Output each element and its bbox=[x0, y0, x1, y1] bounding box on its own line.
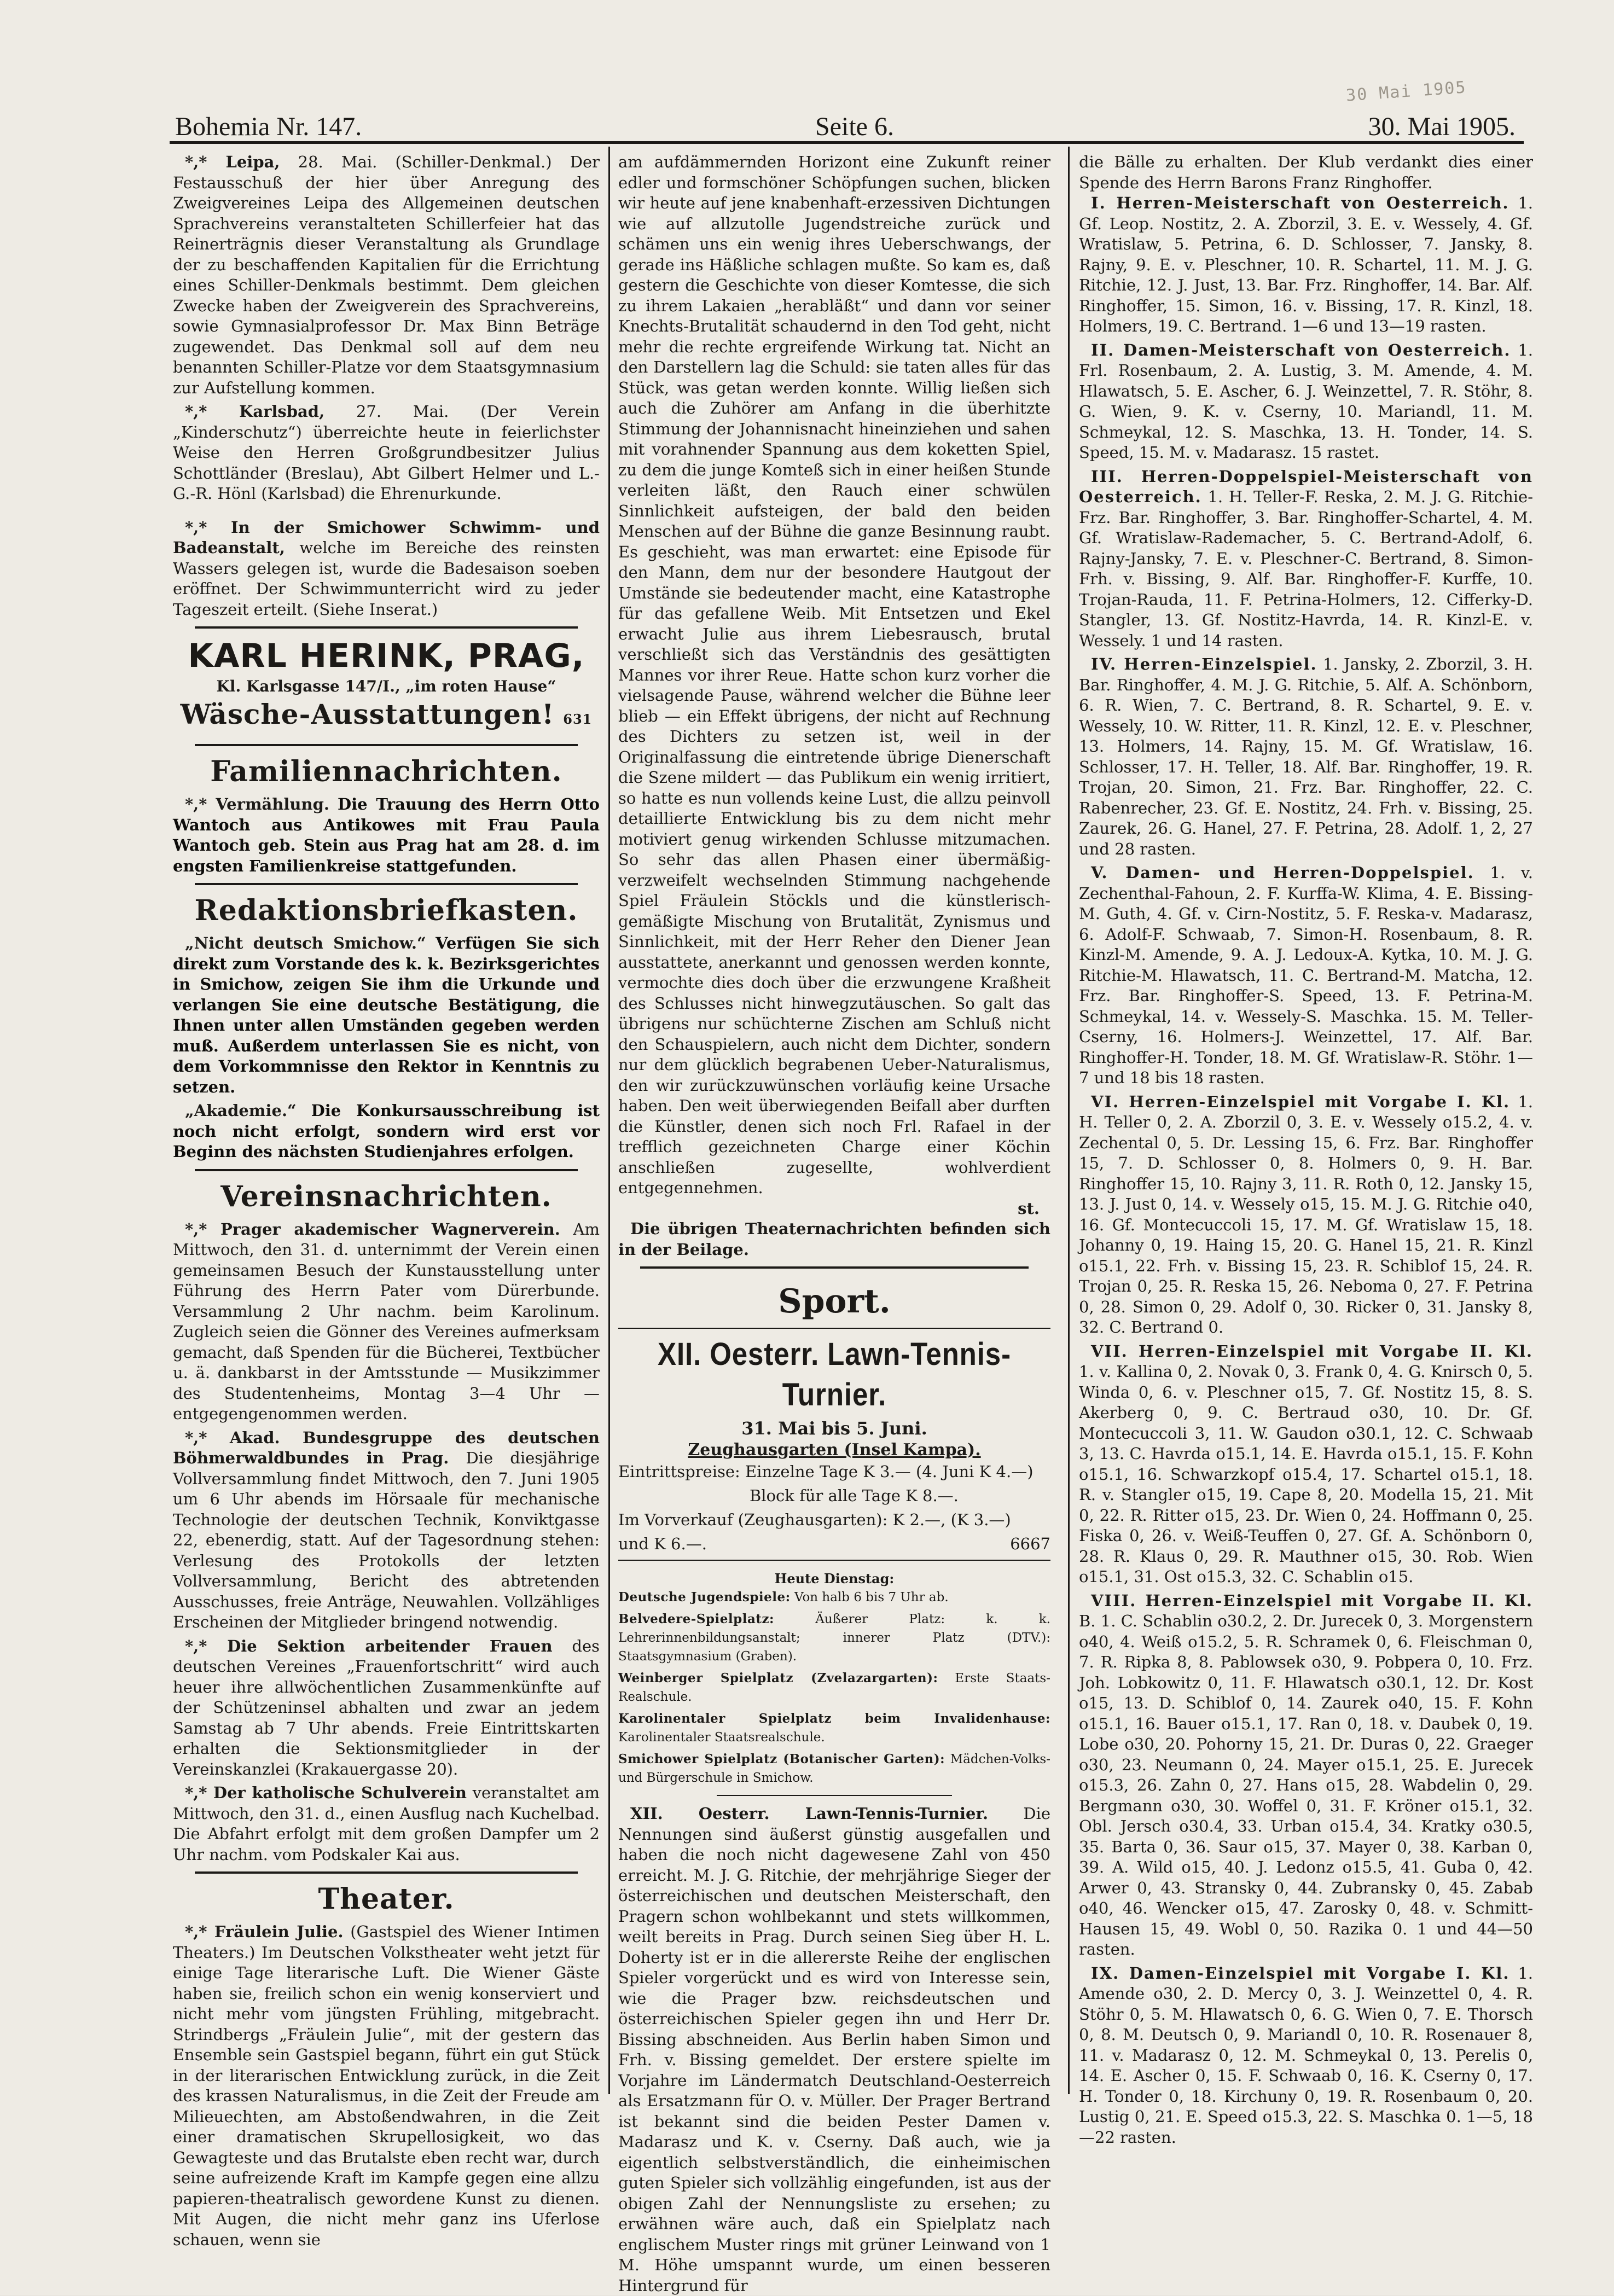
tennis-intro: die Bälle zu erhalten. Der Klub verdankt dies einer Spende des Herrn Barons Franz Ringhoffer. bbox=[1079, 153, 1533, 192]
section-heading-familie: Familiennachrichten. bbox=[210, 755, 562, 788]
divider bbox=[195, 744, 578, 746]
event-draw: 1. Amende o30, 2. D. Mercy 0, 3. J. Weinzettel 0, 4. R. Stöhr 0, 5. M. Hlawatsch 0, 6. G. Wien 0, 7. E. Thorsch 0, 8. M. Deutsch 0, 9. Mariandl 0, 10. R. Rosenauer 8, 11. v. Madarasz 0, 12. M. Schmeykal 0, 13. Perelis 0, 14. E. Ascher 0, 15. F. Schwaab 0, 16. K. Cserny 0, 17. H. Tonder 0, 18. Kirchuny 0, 19. R. Rosenbaum 0, 20. Lustig 0, 21. E. Speed o15.3, 22. S. Maschka 0. 1—5, 18—22 rasten. bbox=[1079, 1963, 1534, 2147]
article-body: 28. Mai. (Schiller-Denkmal.) Der Festausschuß der hier über Anregung des Zweigvereines Leipa des Allgemeinen deutschen Sprachvereins veranstalteten Schillerfeier hat das Reinerträgnis dieser Veranstaltung als Grundlage der zu beschaffenden Kapitalien für die Errichtung eines Schiller-Denkmals bestimmt. Dem gleichen Zwecke haben der Zweigverein des Sprachvereins, sowie Gymnasialprofessor Dr. Max Binn Beträge zugewendet. Das Denkmal soll auf dem neu benannten Schiller-Platze vor dem Staatsgymnasium zur Aufstellung kommen. bbox=[173, 153, 600, 397]
article-karlsbad bbox=[173, 402, 600, 504]
column-1 bbox=[173, 152, 600, 2249]
letter-nicht-deutsch bbox=[173, 933, 600, 1097]
event-entry bbox=[1079, 1591, 1533, 1960]
schedule-item bbox=[618, 1610, 1050, 1666]
article-signature: st. bbox=[1018, 1199, 1040, 1218]
article-body: (Gastspiel des Wiener Intimen Theaters.) Im Deutschen Volkstheater weht jetzt für einige Tage literarische Luft. Die Wiener Gäste haben sie, freilich schon ein wenig konserviert und nicht mehr vom jüngsten Frühling, mitgebracht. Strindbergs „Fräulein Julie“, mit der gestern das Ensemble sein Gastspiel begann, führt ein gut Stück in der literarischen Entwicklung zurück, in die Zeit des krassen Naturalismus, in die Zeit der Freude am Milieuechten, am Abstoßendwahren, in die Zeit einer dramatischen Skrupellosigkeit, wo das Gewagteste und das Brutalste eben recht war, durch seine aufreizende Kraft im Kampfe gegen eine allzu papieren-theatralisch gewordene Kunst zu dienen. Mit Augen, die nicht mehr ganz ins Uferlose schauen, wenn sie bbox=[173, 1922, 600, 2249]
divider bbox=[195, 883, 578, 885]
article-schulverein bbox=[173, 1783, 600, 1865]
ad-line-last bbox=[618, 1533, 1050, 1554]
article-body: Die Konkursausschreibung ist noch nicht erfolgt, sondern wird erst vor Beginn des nächsten Studienjahres erfolgen. bbox=[173, 1101, 600, 1161]
event-heading: V. Damen- und Herren-Doppelspiel. bbox=[1091, 863, 1474, 882]
notice-beilage: Die übrigen Theaternachrichten befinden sich in der Beilage. bbox=[618, 1219, 1050, 1259]
column-rule-1 bbox=[608, 147, 610, 2094]
ad-lawn-tennis bbox=[618, 1334, 1050, 1554]
event-draw: 1. H. Teller-F. Reska, 2. M. J. G. Ritchie-Frz. Bar. Ringhoffer, 3. Bar. Ringhoffer-Schartel, 4. M. Gf. Wratislaw-Rademacher, 5. C. Bertrand-Adolf, 6. Rajny-Jansky, 7. E. v. Pleschner-C. Bertrand, 8. Simon-Frh. v. Bissing, 9. Alf. Bar. Ringhoffer-F. Kurffe, 10. Trojan-Rauda, 11. F. Petrina-Holmers, 12. Cifferky-D. Stangler, 13. Gf. Nostitz-Havrda, 14. R. Kinzl-E. v. Wessely. 1 und 14 rasten. bbox=[1079, 487, 1534, 650]
divider bbox=[618, 1560, 1050, 1561]
column-rule-2 bbox=[1068, 147, 1070, 2094]
article-lead: „Akademie.“ bbox=[185, 1101, 297, 1120]
article-lead: *,* Der katholische Schulverein bbox=[185, 1783, 467, 1802]
event-heading: VIII. Herren-Einzelspiel mit Vorgabe II. Kl. bbox=[1091, 1591, 1533, 1610]
issue-date: 30. Mai 1905. bbox=[1368, 112, 1516, 141]
article-tennis bbox=[618, 1804, 1050, 2296]
schedule-venue: Smichower Spielplatz (Botanischer Garten): bbox=[618, 1752, 945, 1766]
event-heading: IX. Damen-Einzelspiel mit Vorgabe I. Kl. bbox=[1091, 1963, 1510, 1983]
schedule-detail: Karolinentaler Staatsrealschule. bbox=[618, 1730, 825, 1745]
article-vermaehlung bbox=[173, 794, 600, 876]
event-heading: I. Herren-Meisterschaft von Oesterreich. bbox=[1091, 194, 1510, 212]
divider bbox=[195, 626, 578, 629]
article-body: des deutschen Vereines „Frauenfortschritt“ wird auch heuer ihre allwöchentlichen Zusammenkünfte auf der Schützeninsel abhalten und zwar an jedem Samstag ab 7 Uhr abends. Freie Eintrittskarten erhalten die Sektionsmitglieder in der Vereinskanzlei (Krakauergasse 20). bbox=[173, 1636, 600, 1778]
divider bbox=[717, 1795, 952, 1796]
schedule-venue: Deutsche Jugendspiele: bbox=[618, 1590, 791, 1605]
header-rule bbox=[170, 141, 1524, 144]
article-wagnerverein bbox=[173, 1219, 600, 1425]
ad-slogan: Wäsche-Ausstattungen! bbox=[180, 698, 555, 730]
article-lead: *,* Leipa, bbox=[185, 153, 280, 171]
schedule-detail: Von halb 6 bis 7 Uhr ab. bbox=[794, 1590, 949, 1605]
ad-line: Im Vorverkauf (Zeughausgarten): K 2.—, (K 3.—) bbox=[618, 1510, 1011, 1529]
section-heading-verein: Vereinsnachrichten. bbox=[220, 1179, 552, 1213]
schedule-heading: Heute Dienstag: bbox=[774, 1571, 895, 1586]
article-lead: *,* Fräulein Julie. bbox=[185, 1922, 344, 1941]
ad-title: XII. Oesterr. Lawn-Tennis-Turnier. bbox=[658, 1336, 1011, 1413]
event-draw: 1. Frl. Rosenbaum, 2. A. Lustig, 3. M. Amende, 4. M. Hlawatsch, 5. E. Ascher, 6. J. Weinzettel, 7. R. Stöhr, 8. G. Wien, 9. K. v. Cserny, 10. Mariandl, 11. M. Schmeykal, 12. S. Maschka, 13. H. Tonder, 14. S. Speed, 15. M. v. Madarasz. 15 rastet. bbox=[1079, 340, 1533, 462]
page-number: Seite 6. bbox=[815, 112, 894, 141]
event-draw: 1. v. Zechenthal-Fahoun, 2. F. Kurffa-W. Klima, 4. E. Bissing-M. Guth, 4. Gf. v. Cirn-Nostitz, 5. F. Reska-v. Madarasz, 6. Adolf-F. Schwaab, 7. Simon-H. Rosenbaum, 8. R. Kinzl-M. Amende, 9. A. J. Ledoux-A. Kytka, 10. M. J. G. Ritchie-M. Hlawatsch, 11. C. Bertrand-M. Matcha, 12. Frz. Bar. Ringhoffer-S. Speed, 13. F. Petrina-M. Schmeykal, 14. v. Wessely-S. Maschka. 15. M. Teller-Cserny, 16. Holmers-J. Weinzettel, 17. Alf. Bar. Ringhoffer-H. Tonder, 18. M. Gf. Wratislaw-R. Stöhr. 1—7 und 18 bis 18 rasten. bbox=[1079, 863, 1533, 1087]
event-entry bbox=[1079, 1963, 1533, 2148]
article-leipa bbox=[173, 152, 600, 398]
event-draw: 1. v. Kallina 0, 2. Novak 0, 3. Frank 0, 4. G. Knirsch 0, 5. Winda 0, 6. v. Pleschner o15, 7. Gf. Nostitz 15, 8. S. Akerberg 0, 9. C. Bertraud o30, 10. Dr. Gf. Montecuccoli 3, 11. W. Gaudon o30.1, 12. C. Schwaab 3, 13. C. Havrda o15.1, 14. E. Havrda o15.1, 15. F. Kohn o15.1, 16. Schwarzkopf o15.4, 17. Schartel o15.1, 18. R. v. Stangler o15, 19. Cape 8, 20. Modella 15, 21. Mit 0, 22. R. Ritter o15, 23. Dr. Wien 0, 24. Hoffmann 0, 25. Fiska 0, 26. v. Weiß-Teuffen 0, 27. Gf. A. Schönborn 0, 28. R. Klaus 0, 29. R. Mauthner o15, 30. Rob. Wien o15.1, 31. Ost o15.3, 32. C. Schablin o15. bbox=[1079, 1362, 1533, 1586]
column-2 bbox=[618, 152, 1051, 2295]
section-heading-redaktion: Redaktionsbriefkasten. bbox=[194, 894, 578, 927]
article-body: Verfügen Sie sich direkt zum Vorstande des k. k. Bezirksgerichtes in Smichow, zeigen Sie ihm die Urkunde und verlangen Sie eine deutsche Bestätigung, die Ihnen unter allen Umständen gegeben werden muß. Außerdem unterlassen Sie es nicht, von dem Vorkommnisse den Rektor in Kenntnis zu setzen. bbox=[173, 934, 600, 1096]
schedule-item bbox=[618, 1710, 1050, 1747]
ad-line: Block für alle Tage K 8.—. bbox=[750, 1486, 959, 1505]
event-entry bbox=[1079, 1341, 1533, 1588]
letter-akademie bbox=[173, 1101, 600, 1162]
article-body: Die Trauung des Herrn Otto Wantoch aus Antikowes mit Frau Paula Wantoch geb. Stein aus Prag hat am 28. d. im engsten Familienkreise stattgefunden. bbox=[173, 795, 600, 875]
event-entry bbox=[1079, 863, 1533, 1089]
divider bbox=[195, 1871, 578, 1874]
ad-dates: 31. Mai bis 5. Juni. bbox=[741, 1418, 927, 1439]
event-entry bbox=[1079, 467, 1533, 652]
event-entry bbox=[1079, 1092, 1533, 1338]
article-boehmerwald bbox=[173, 1428, 600, 1633]
event-heading: IV. Herren-Einzelspiel. bbox=[1091, 655, 1317, 673]
article-lead: *,* In der Smichower Schwimm- und Badeanstalt, bbox=[173, 518, 600, 557]
article-body: Die Nennungen sind äußerst günstig ausgefallen und haben die noch nicht dagewesene Zahl von 450 erreicht. M. J. G. Ritchie, der mehrjährige Sieger der österreichischen und deutschen Meisterschaft, den Pragern schon wohlbekannt und stets willkommen, weilt bereits in Prag. Durch seinen Sieg über H. L. Doherty ist er in die allererste Reihe der englischen Spieler vorgerückt und es wird von Interesse sein, wie die Prager bzw. reichsdeutschen und österreichischen Spieler gegen ihn und Herr Dr. Bissing abschneiden. Aus Berlin haben Simon und Frh. v. Bissing gemeldet. Der erstere spielte im Vorjahre im Ländermatch Deutschland-Oesterreich als Ersatzmann für O. v. Müller. Der Prager Bertrand ist bekannt sind die beiden Pester Damen v. Madarasz und K. v. Cserny. Daß auch, wie ja eigentlich selbstverständlich, die einheimischen guten Spieler sich vollzählig eingefunden, ist aus der obigen Zahl der Nennungsliste zu ersehen; zu erwähnen wäre auch, daß ein Spielplatz nach englischem Muster rings mit grüner Leinwand von 1 M. Höhe umspannt wurde, um einen besseren Hintergrund für bbox=[618, 1804, 1050, 2295]
article-julie-continued: am aufdämmernden Horizont eine Zukunft reiner edler und formschöner Schöpfungen suchen, blicken wir heute auf jene knabenhaft-erzessiven Dichtungen wie auf allzutolle Jugendstreiche zurück und schämen uns ein wenig ihres Ueberschwangs, der gerade ins Häßliche schlagen mußte. So kam es, daß gestern die Geschichte von dieser Komtesse, die sich zu ihrem Lakaien „herabläßt“ und dann vor seiner Knechts-Brutalität schaudernd in den Tod geht, nicht mehr die rechte ergreifende Wirkung tat. Nicht an den Darstellern lag die Schuld: sie taten alles für das Stück, was getan werden konnte. Willig ließen sich auch die Zuhörer am Anfang in die überhitzte Stimmung der Johannisnacht hineinziehen und sahen mit vorahnender Spannung aus dem koketten Spiel, zu dem die junge Komteß sich in einer heißen Stunde verleiten läßt, den Rauch einer schwülen Sinnlichkeit aufsteigen, der bald den beiden Menschen auf der Bühne die ganze Besinnung raubt. Es geschieht, was man erwartet: eine Episode für den Mann, dem nur der besondere Hautgout der Umstände sie bedeutender macht, eine Katastrophe für das gefallene Weib. Mit Entsetzen und Ekel erwacht Julie aus ihrem Liebesrausch, brutal verschließt sich das Verständnis des gesättigten Mannes vor ihrer Reue. Hatte schon kurz vorher die vielsagende Pause, während welcher die Bühne leer blieb — ein Effekt übrigens, der nicht auf Rechnung des Dichters zu setzen ist, weil in der Originalfassung die eintretende übrige Dienerschaft die Szene mildert — das Publikum ein wenig irritiert, so hatte es nun vollends keine Lust, die allzu peinvoll detaillierte Entwicklung bis zu dem nicht mehr motiviert genug wirkenden Schlusse mitzumachen. So sehr das allen Phasen einer übermäßig-verzweifelt wechselnden Stimmung nachgehende Spiel Fräulein Stöckls und die künstlerisch-gemäßigte Mischung von Brutalität, Zynismus und Sinnlichkeit, mit der Herr Reher den Diener Jean ausstattete, anerkannt und genossen werden konnte, vermochte dies doch über die erzwungene Kraßheit des Schlusses nicht hinwegzutäuschen. So galt das übrigens nur schüchterne Zischen am Schluß nicht den Schauspielern, auch nicht dem Dichter, sondern nur dem glücklich begrabenen Ueber-Naturalismus, den wir zurückzuwünschen vorläufig keine Ursache haben. Den weit überwiegenden Beifall aber durften die Künstler, denen sich noch Frl. Rafael in der trefflich gezeichneten Charge einer Köchin anschließen zugesellte, wohlverdient entgegennehmen. bbox=[618, 153, 1050, 1197]
event-draw: 1. H. Teller 0, 2. A. Zborzil 0, 3. E. v. Wessely o15.2, 4. v. Zechental 0, 5. Dr. Lessing 15, 6. Frz. Bar. Ringhoffer 15, 7. D. Schlosser 0, 8. Holmers 0, 9. H. Bar. Ringhoffer 15, 10. Rajny 3, 11. R. Roth 0, 12. Jansky 15, 13. J. Just 0, 14. v. Wessely o15, 15. M. J. G. Ritchie o40, 16. Gf. Montecuccoli 15, 17. M. Gf. Wratislaw 15, 18. Johanny 0, 19. Haing 15, 20. G. Hanel 15, 21. R. Kinzl o15.1, 22. Frh. v. Bissing 15, 23. R. Schiblof 15, 24. R. Trojan 0, 25. R. Reska 15, 26. Neboma 0, 27. F. Petrina 0, 28. Simon 0, 29. Adolf 0, 30. Ricker 0, 31. Jansky 8, 32. C. Bertrand 0. bbox=[1079, 1092, 1534, 1336]
article-lead: *,* Prager akademischer Wagnerverein. bbox=[185, 1219, 560, 1239]
schedule-item bbox=[618, 1750, 1050, 1787]
ad-venue: Zeughausgarten (Insel Kampa). bbox=[688, 1440, 981, 1460]
ad-karl-herink bbox=[173, 635, 600, 737]
event-draw: B. 1. C. Schablin o30.2, 2. Dr. Jurecek 0, 3. Morgenstern o40, 4. Weiß o15.2, 5. R. Schramek 0, 6. Fleischman 0, 7. R. Ripka 8, 8. Pablowsek o30, 9. Pobpera 0, 10. Frz. Joh. Lobkowitz 0, 11. F. Hlawatsch o30.1, 12. Dr. Kost o15, 13. D. Schiblof 0, 14. Zaurek o40, 15. F. Kohn o15.1, 16. Bauer o15.1, 17. Ran 0, 18. v. Daubek 0, 19. Lobe o30, 20. Pohorny 15, 21. Dr. Duras 0, 22. Graeger o30, 23. Neumann 0, 24. Mayer o15.1, 25. E. Jurecek o15.3, 26. Zahn 0, 27. Hans o15, 28. Wabdelin 0, 29. Bergmann o30, 30. Woffel 0, 31. F. Kröner o15.1, 32. Obl. Jersch o30.4, 33. Urban o15.4, 34. Kratky o30.5, 35. Barta 0, 36. Saur o15, 37. Mayer 0, 38. Karban 0, 39. A. Wild o15, 40. J. Ledonz o15.5, 41. Guba 0, 42. Arwer 0, 43. Stransky 0, 44. Zubransky 0, 45. Zabab o40, 46. Wencker o15, 47. Zarosky 0, 48. v. Schmitt-Hausen 15, 49. Wobl 0, 50. Razika 0. 1 und 44—50 rasten. bbox=[1079, 1612, 1533, 1958]
event-heading: VII. Herren-Einzelspiel mit Vorgabe II. Kl. bbox=[1091, 1341, 1533, 1361]
divider bbox=[618, 1328, 1050, 1329]
article-body: Die diesjährige Vollversammlung findet Mittwoch, den 7. Juni 1905 um 6 Uhr abends im Hörsaale für mechanische Technologie der deutschen Technik, Konviktgasse 22, ebenerdig, statt. Auf der Tagesordnung stehen: Verlesung des Protokolls der letzten Vollversammlung, Bericht des abtretenden Ausschusses, freie Anträge, Neuwahlen. Vollzähliges Erscheinen der Mitglieder bringend notwendig. bbox=[173, 1449, 600, 1631]
ad-line: Eintrittspreise: Einzelne Tage K 3.— (4. Juni K 4.—) bbox=[618, 1462, 1034, 1481]
divider bbox=[195, 1169, 578, 1171]
article-julie bbox=[173, 1922, 600, 2250]
schedule-item bbox=[618, 1588, 1050, 1607]
article-lead: *,* Vermählung. bbox=[185, 795, 329, 813]
schedule-item bbox=[618, 1669, 1050, 1706]
schedule-detail: Mädchen-Volks- und Bürgerschule in Smichow. bbox=[618, 1752, 1051, 1785]
section-heading-theater: Theater. bbox=[318, 1882, 455, 1916]
event-entry bbox=[1079, 340, 1533, 463]
article-frauen bbox=[173, 1636, 600, 1780]
event-heading: III. Herren-Doppelspiel-Meisterschaft von Oesterreich. bbox=[1079, 467, 1533, 506]
divider bbox=[640, 1266, 1029, 1269]
ad-address: Kl. Karlsgasse 147/I., „im roten Hause“ bbox=[216, 677, 556, 695]
article-body: welche im Bereiche des reinsten Wassers gelegen ist, wurde die Badesaison soeben eröffnet. Der Schwimmunterricht wird zu jeder Tageszeit erteilt. (Siehe Inserat.) bbox=[173, 538, 600, 619]
article-body: 27. Mai. (Der Verein „Kinderschutz“) überreichte heute in feierlichster Weise den Herren Großgrundbesitzer Julius Schottländer (Breslau), Abt Gilbert Helmer und L.-G.-R. Hönl (Karlsbad) die Ehrenurkunde. bbox=[173, 402, 600, 503]
ad-line: und K 6.—. bbox=[618, 1534, 707, 1553]
ad-number: 631 bbox=[563, 711, 593, 727]
event-heading: VI. Herren-Einzelspiel mit Vorgabe I. Kl. bbox=[1091, 1092, 1511, 1111]
event-heading: II. Damen-Meisterschaft von Oesterreich. bbox=[1091, 340, 1511, 359]
event-draw: 1. Jansky, 2. Zborzil, 3. H. Bar. Ringhoffer, 4. M. J. G. Ritchie, 5. Alf. A. Schönborn, 6. R. Wien, 7. C. Bertrand, 8. R. Schartel, 9. E. v. Wessely, 10. W. Ritter, 11. R. Kinzl, 12. E. v. Pleschner, 13. Holmers, 14. Rajny, 15. M. Gf. Wratislaw, 16. Schlosser, 17. H. Teller, 18. Alf. Bar. Ringhoffer, 19. R. Trojan, 20. Simon, 21. Frz. Bar. Ringhoffer, 22. C. Rabenrecher, 23. Gf. E. Nostitz, 24. Frh. v. Bissing, 25. Zaurek, 26. G. Hanel, 27. F. Petrina, 28. Adolf. 1, 2, 27 und 28 rasten. bbox=[1079, 655, 1533, 858]
date-stamp: 30 Mai 1905 bbox=[1345, 78, 1467, 106]
issue-label: Bohemia Nr. 147. bbox=[175, 112, 362, 141]
schedule-list bbox=[618, 1588, 1050, 1787]
article-lead: *,* Karlsbad, bbox=[185, 402, 325, 421]
notice-schwimmanstalt bbox=[173, 518, 600, 620]
ad-title: KARL HERINK, PRAG, bbox=[188, 637, 585, 675]
article-lead: *,* Die Sektion arbeitender Frauen bbox=[185, 1636, 553, 1655]
event-draw: 1. Gf. Leop. Nostitz, 2. A. Zborzil, 3. E. v. Wessely, 4. Gf. Wratislaw, 5. Petrina, 6. D. Schlosser, 7. Jansky, 8. Rajny, 9. E. v. Pleschner, 10. R. Schartel, 11. M. J. G. Ritchie, 12. J. Just, 13. Bar. Frz. Ringhoffer, 14. Bar. Alf. Ringhoffer, 15. Simon, 16. v. Bissing, 17. R. Kinzl, 18. Holmers, 19. C. Bertrand. 1—6 und 13—19 rasten. bbox=[1079, 194, 1533, 335]
event-list bbox=[1079, 193, 1533, 2148]
schedule-venue: Weinberger Spielplatz (Zvelazargarten): bbox=[618, 1671, 938, 1685]
schedule-venue: Karolinentaler Spielplatz beim Invalidenhause: bbox=[618, 1711, 1050, 1726]
schedule-detail: Erste Staats-Realschule. bbox=[618, 1671, 1051, 1704]
article-body: Am Mittwoch, den 31. d. unternimmt der Verein einen gemeinsamen Besuch der Kunstausstellung unter Führung des Herrn Pater vom Dürerbunde. Versammlung 2 Uhr nachm. beim Karolinum. Zugleich seien die Gönner des Vereines aufmerksam gemacht, daß Spenden für die Bücherei, Textbücher u. ä. dankbarst in der Amtsstunde — Musikzimmer des Studentenheims, Montag 3—4 Uhr — entgegengenommen werden. bbox=[173, 1219, 600, 1423]
article-lead: XII. Oesterr. Lawn-Tennis-Turnier. bbox=[630, 1804, 989, 1823]
schedule-detail: Äußerer Platz: k. k. Lehrerinnenbildungsanstalt; innerer Platz (DTV.): Staatsgymnasium (Graben). bbox=[618, 1612, 1050, 1664]
schedule-venue: Belvedere-Spielplatz: bbox=[618, 1612, 775, 1626]
column-3 bbox=[1079, 152, 1534, 2147]
section-heading-sport: Sport. bbox=[778, 1282, 891, 1321]
article-lead: „Nicht deutsch Smichow.“ bbox=[185, 934, 426, 952]
article-lead: *,* Akad. Bundesgruppe des deutschen Böhmerwaldbundes in Prag. bbox=[173, 1428, 600, 1467]
ad-slogan-line bbox=[173, 696, 600, 737]
event-entry bbox=[1079, 654, 1533, 859]
ad-number: 6667 bbox=[1010, 1534, 1050, 1553]
article-body: veranstaltet am Mittwoch, den 31. d., einen Ausflug nach Kuchelbad. Die Abfahrt erfolgt mit dem großen Dampfer um 2 Uhr nachm. vom Podskaler Kai aus. bbox=[173, 1783, 600, 1864]
event-entry bbox=[1079, 193, 1533, 337]
